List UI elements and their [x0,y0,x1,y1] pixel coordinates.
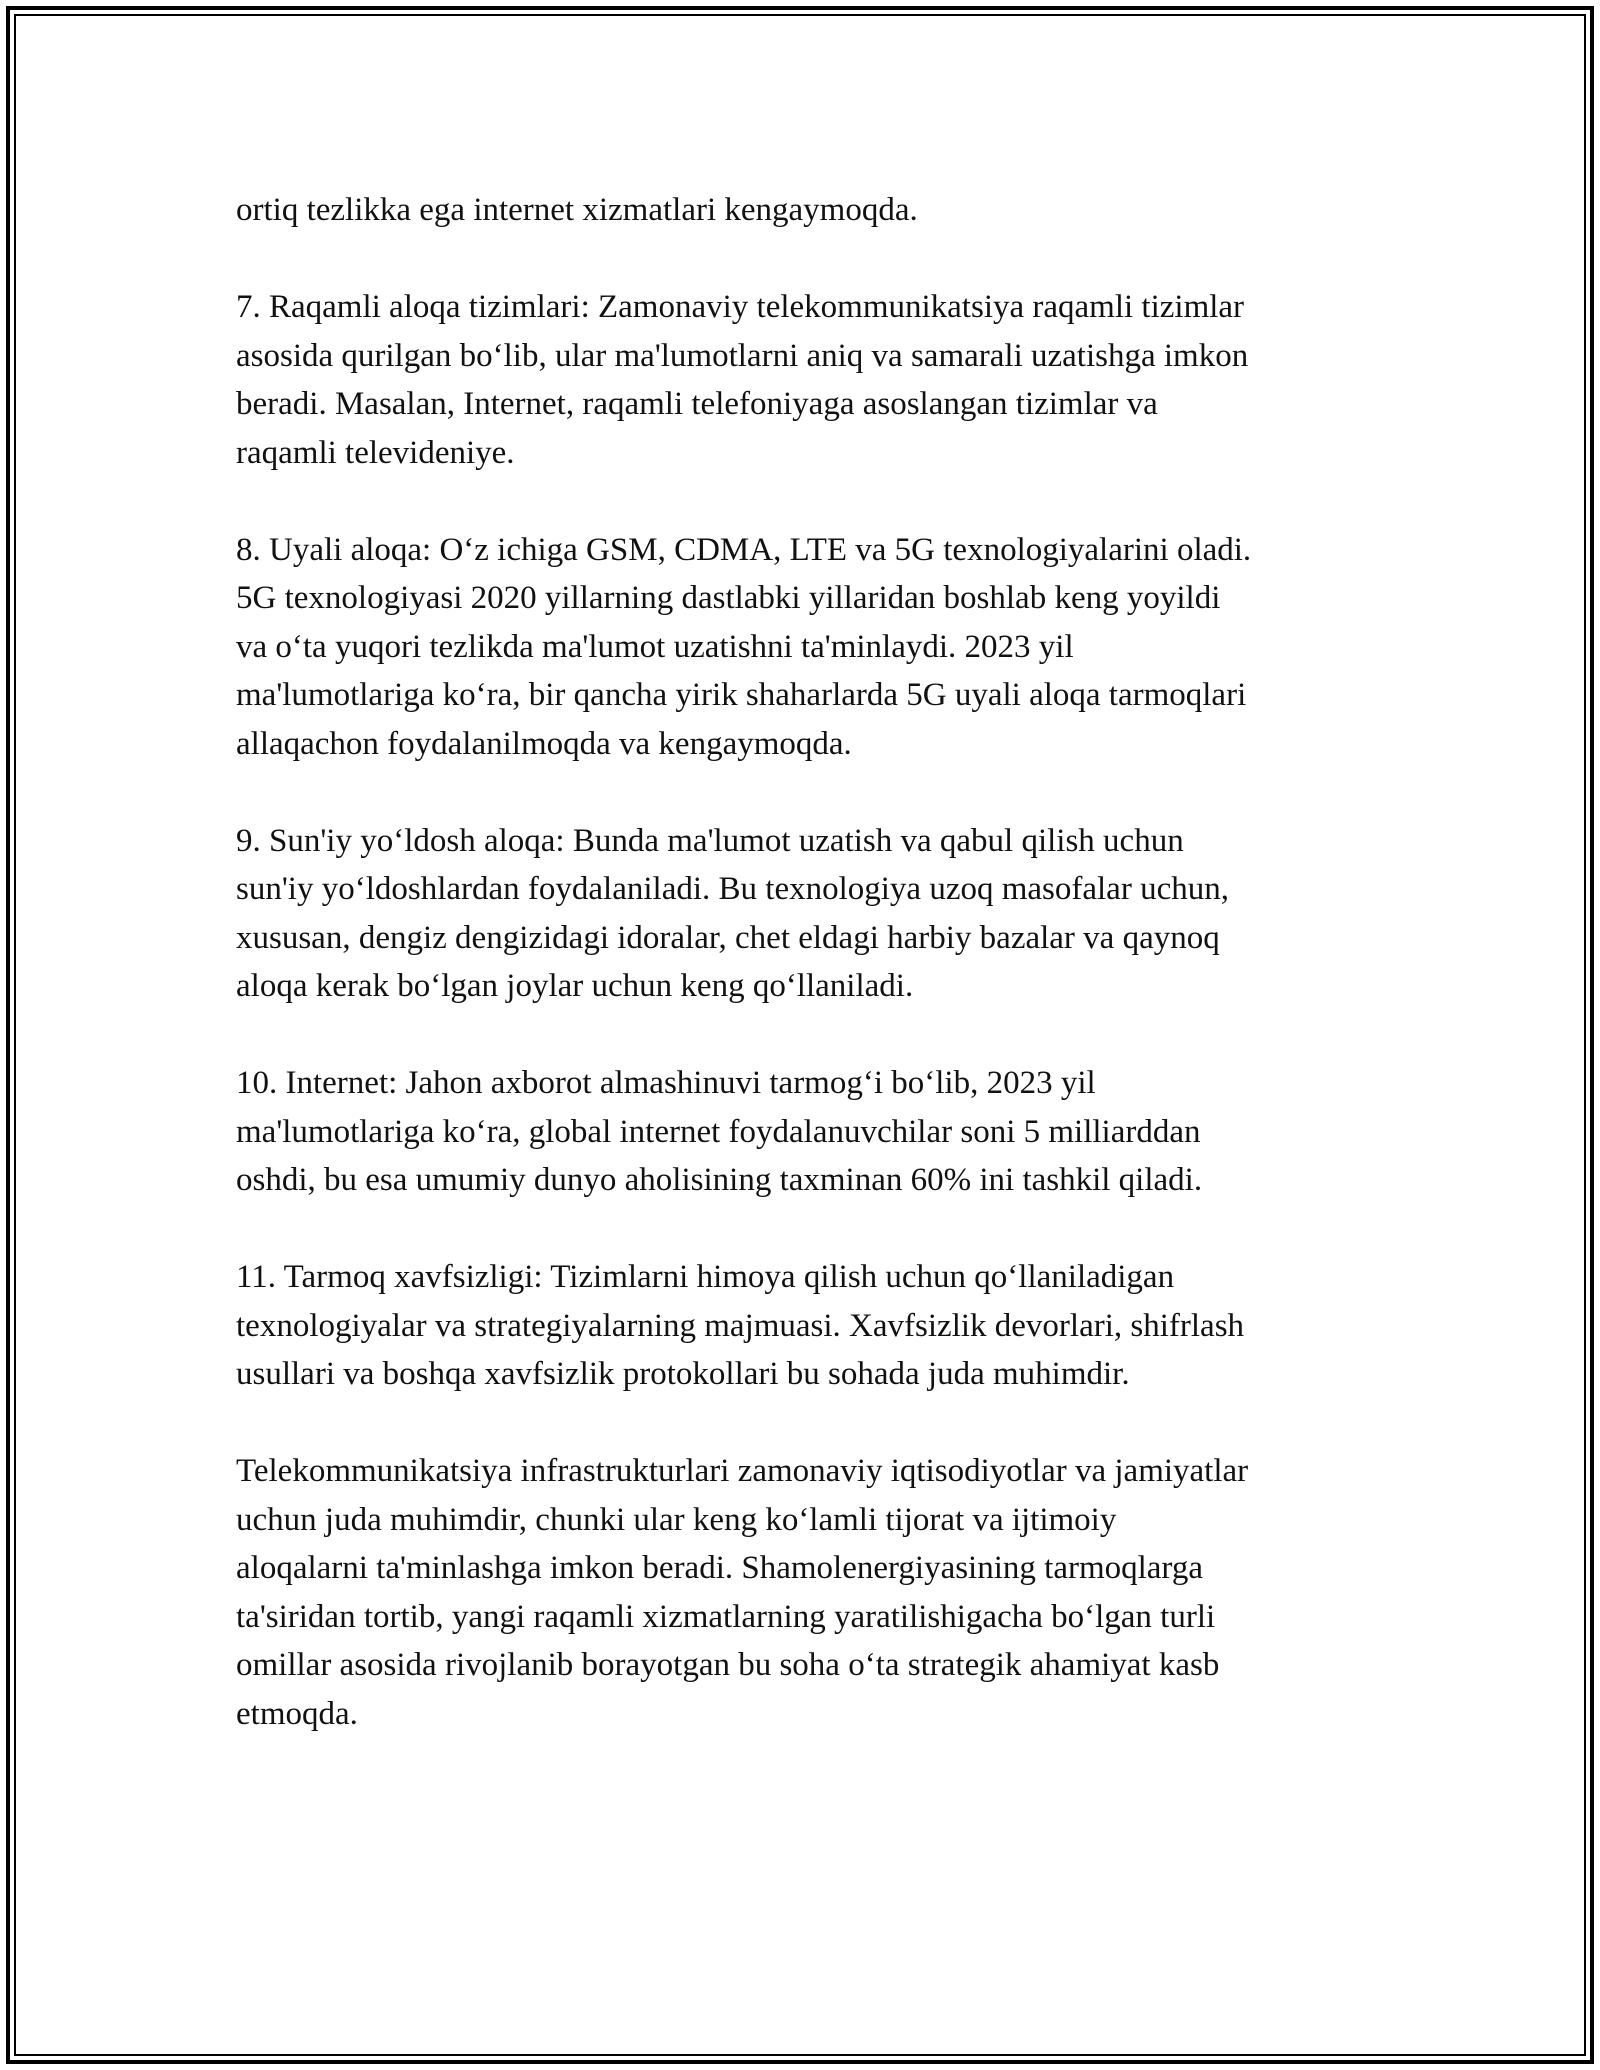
paragraph-cellular: 8. Uyali aloqa: O‘z ichiga GSM, CDMA, LTE va 5G texnologiyalarini oladi. 5G texnologiyasi 2020 yillarning dastlabki yillaridan boshlab keng yoyildi va o‘ta yuqori tezlikda ma'lumot uzatishni ta'minlaydi. 2023 yil ma'lumotlariga ko‘ra, bir qancha yirik shaharlarda 5G uyali aloqa tarmoqlari allaqachon foydalanilmoqda va kengaymoqda. [236,531,1252,762]
paragraph-digital-communication: 7. Raqamli aloqa tizimlari: Zamonaviy telekommunikatsiya raqamli tizimlar asosida qurilgan bo‘lib, ular ma'lumotlarni aniq va samarali uzatishga imkon beradi. Masalan, Internet, raqamli telefoniyaga asoslangan tizimlar va raqamli televideniye. [236,289,1249,471]
paragraph-internet: 10. Internet: Jahon axborot almashinuvi tarmog‘i bo‘lib, 2023 yil ma'lumotlariga ko‘ra, global internet foydalanuvchilar soni 5 milliarddan oshdi, bu esa umumiy dunyo aholisining taxminan 60% ini tashkil qiladi. [236,1065,1203,1198]
paragraph-intro-continuation: ortiq tezlikka ega internet xizmatlari kengaymoqda. [236,192,918,228]
paragraph-conclusion: Telekommunikatsiya infrastrukturlari zamonaviy iqtisodiyotlar va jamiyatlar uchun juda muhimdir, chunki ular keng ko‘lamli tijorat va ijtimoiy aloqalarni ta'minlashga imkon beradi. Shamolenergiyasining tarmoqlarga ta'siridan tortib, yangi raqamli xizmatlarning yaratilishigacha bo‘lgan turli omillar asosida rivojlanib borayotgan bu soha o‘ta strategik ahamiyat kasb etmoqda. [236,1453,1249,1732]
paragraph-satellite: 9. Sun'iy yo‘ldosh aloqa: Bunda ma'lumot uzatish va qabul qilish uchun sun'iy yo‘ldoshlardan foydalaniladi. Bu texnologiya uzoq masofalar uchun, xususan, dengiz dengizidagi idoralar, chet eldagi harbiy bazalar va qaynoq aloqa kerak bo‘lgan joylar uchun keng qo‘llaniladi. [236,822,1229,1004]
document-body [236,186,1376,1738]
paragraph-network-security: 11. Tarmoq xavfsizligi: Tizimlarni himoya qilish uchun qo‘llaniladigan texnologiyalar va strategiyalarning majmuasi. Xavfsizlik devorlari, shifrlash usullari va boshqa xavfsizlik protokollari bu sohada juda muhimdir. [236,1259,1245,1392]
